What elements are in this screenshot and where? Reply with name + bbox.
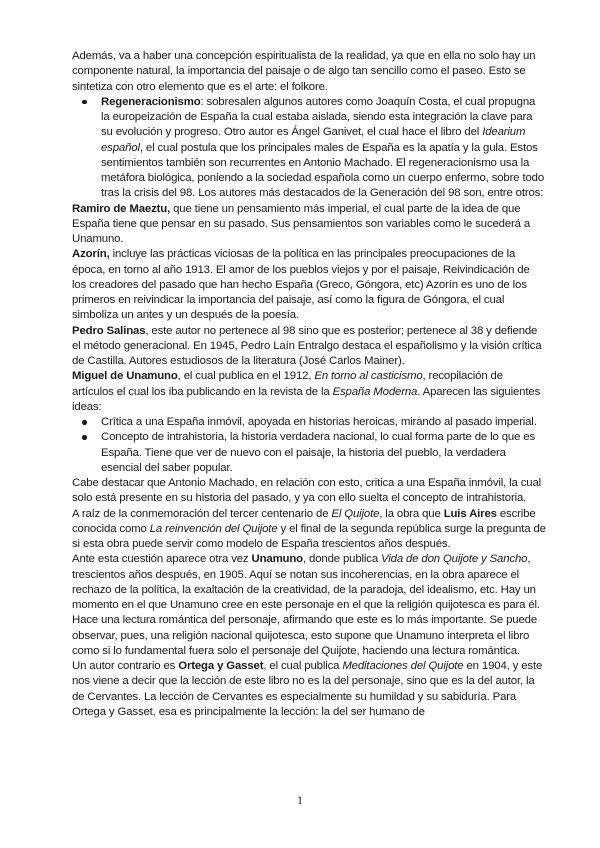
unamuno2-text-2: , donde publica: [302, 553, 382, 566]
paragraph-machado: Cabe destacar que Antonio Machado, en relación con esto, critica a una España inmóvil, la cual solo está presente en su historia del pasado, y ya con ello suelta el concepto de intrahistoria.: [72, 477, 542, 505]
ortega-text-1: Un autor contrario es: [72, 660, 179, 672]
paragraph-azorin: [72, 247, 546, 323]
paragraph-unamuno-quijote: [72, 552, 546, 659]
book-reinvencion: La reinvención del Quijote: [149, 522, 278, 535]
author-unamuno-2: Unamuno: [251, 553, 303, 566]
ortega-text-2: , el cual publica: [263, 660, 343, 672]
paragraph-spiritualism: Además, va a haber una concepción espiritualista de la realidad, ya que en ella no solo hay un componente natural, la importancia del paisaje o de algo tan sencillo como el paseo. Esto se sintetiza con otro elemento que es el arte: el folkore.: [72, 50, 536, 93]
magazine-espana-moderna: España Moderna: [332, 385, 418, 398]
azorin-text: incluye las prácticas viciosas de la política en las principales preocupaciones de la época, en torno al año 1913. El amor de los pueblos viejos y por el paisaje, Reivindicación de los creadores del pasado que han hecho España (Greco, Góngora, etc) Azorín es uno de los primeros en reivindicar la importancia del paisaje, así como la figura de Góngora, el cual simboliza un antes y un después de la poesía.: [72, 248, 530, 322]
paragraph-ortega: [72, 659, 546, 720]
aires-text-3: escribe conocida como: [72, 507, 536, 535]
bullet-list-ideas: [72, 415, 546, 476]
ortega-text-3: en 1904, y este nos viene a decir que la lección de este libro no es la del personaje, sino que es la del autor, la de Cervantes. La lección de Cervantes es especialmente su humildad y su sabiduría. Para Ortega y Gasset, esa es principalmente la lección: la del ser humano de: [72, 660, 543, 718]
book-meditaciones: Meditaciones del Quijote: [342, 660, 464, 672]
regen-text-2: , el cual postula que los principales males de España es la apatía y la gula. Estos sentimientos también son recurrentes en Antonio Machado. El regeneracionismo usa la metáfora biológica, poniendo a la sociedad española como un cuerpo enfermo, sobre todo tras la crisis del 98. Los autores más destacados de la Generación del 98 son, entre otros:: [101, 141, 545, 200]
page-number: 1: [297, 793, 303, 807]
unamuno2-text-1: Ante esta cuestión aparece otra vez: [72, 553, 252, 566]
book-idearium: Idearium español: [101, 126, 526, 154]
aires-text-2: , la obra que: [379, 507, 444, 520]
list-item-regeneracionismo: [101, 95, 546, 202]
author-maeztu: Ramiro de Maeztu,: [72, 202, 171, 215]
maeztu-text: que tiene un pensamiento más imperial, el cual parte de la idea de que España tiene que pensar en su pasado. Sus pensamientos son variables como le sucederá a Unamuno.: [72, 202, 531, 245]
book-vida-don-quijote: Vida de don Quijote y Sancho: [381, 553, 528, 566]
aires-text-4: y el final de la segunda república surge la pregunta de si esta obra puede servir como modelo de España trescientos años después.: [72, 522, 546, 550]
author-azorin: Azorín,: [72, 248, 110, 261]
paragraph-salinas: [72, 324, 546, 370]
aires-text-1: A raíz de la conmemoración del tercer centenario de: [72, 507, 332, 520]
paragraph-unamuno-casticismo: [72, 369, 546, 415]
author-salinas: Pedro Salinas: [72, 324, 146, 337]
regen-text-1: : sobresalen algunos autores como Joaquín Costa, el cual propugna la europeización de España la cual estaba aislada, siendo esta integración la clave para su evolución y progreso. Otro autor es Ángel Ganivet, el cual hace el libro del: [101, 95, 536, 139]
unamuno1-text-1: , el cual publica en el 1912,: [177, 370, 315, 383]
page-body: [72, 49, 546, 720]
book-casticismo: En torno al casticismo: [314, 370, 423, 383]
author-unamuno: Miguel de Unamuno: [72, 370, 178, 383]
unamuno1-text-2: , recopilación de artículos el cual los iba publicando en la revista de la: [72, 370, 503, 398]
paragraph-maeztu: [72, 202, 546, 248]
term-regeneracionismo: Regeneracionismo: [101, 95, 201, 108]
unamuno1-text-3: . Aparecen las siguientes ideas:: [72, 385, 541, 413]
book-el-quijote: El Quijote: [331, 507, 380, 520]
author-ortega: Ortega y Gasset: [178, 660, 264, 672]
list-item-idea: Concepto de intrahistoria, la historia verdadera nacional, lo cual forma parte de lo que es España. Tiene que ver de nuevo con el paisaje, la historia del pueblo, la verdadera esencial del saber popular.: [101, 430, 546, 476]
author-luis-aires: Luis Aires: [443, 507, 497, 520]
salinas-text: , este autor no pertenece al 98 sino que es posterior; pertenece al 38 y defiende el método generacional. En 1945, Pedro Laín Entralgo destaca el españolismo y la visión crítica de Castilla. Autores estudiosos de la literatura (José Carlos Mainer).: [72, 324, 542, 367]
paragraph-luis-aires: [72, 507, 546, 553]
list-item-idea: Crítica a una España inmóvil, apoyada en historias heroicas, mirando al pasado imperial.: [101, 415, 546, 430]
unamuno2-text-3: , trescientos años después, en 1905. Aquí se notan sus incoherencias, en la obra aparece el rechazo de la política, la exaltación de la creatividad, de la paradoja, del idealismo, etc. Hay un momento en el que Unamuno cree en este personaje en el que la religión quijotesca es para él. Hace una lectura romántica del personaje, afirmando que este es lo más importante. Se puede observar, pues, una religión nacional quijotesca, esto supone que Unamuno interpreta el libro como si lo fundamental fuera solo el personaje del Quijote, haciendo una lectura romántica.: [72, 553, 540, 657]
bullet-list-regeneracionismo: [72, 95, 546, 202]
